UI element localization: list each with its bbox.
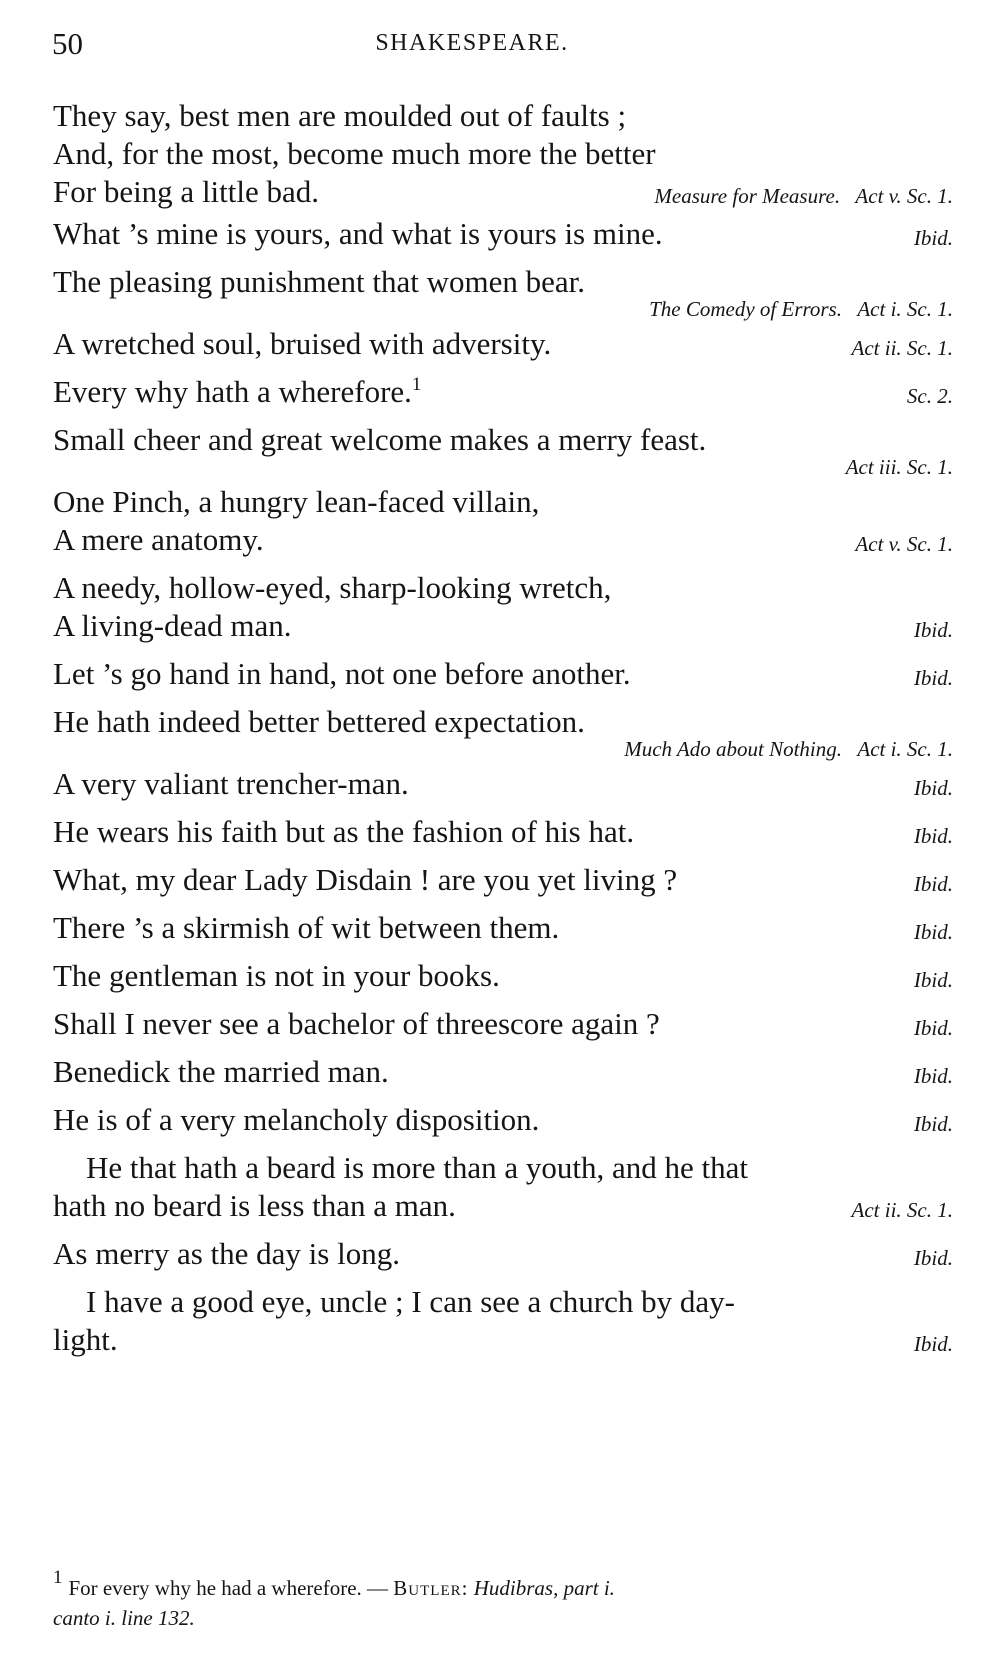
citation: Ibid. — [913, 776, 953, 800]
quotation-entry — [53, 765, 953, 803]
quote-line: What ’s mine is yours, and what is yours is mine. — [53, 216, 663, 251]
quote-line — [53, 373, 953, 411]
citation: Act ii. Sc. 1. — [851, 336, 953, 360]
citation: The Comedy of Errors. Act i. Sc. 1. — [649, 297, 953, 321]
quotation-entry — [53, 1005, 953, 1043]
footnote-text: For every why he had a wherefore. — — [68, 1576, 389, 1600]
quotation-entry — [53, 1235, 953, 1273]
quotation-entry — [53, 1101, 953, 1139]
quotation-entry — [53, 97, 953, 211]
quote-line: hath no beard is less than a man. — [53, 1188, 456, 1223]
quotation-entry — [53, 373, 953, 411]
quotation-list — [53, 97, 953, 1369]
footnote-work: Hudibras, part i. — [473, 1576, 615, 1600]
citation: Ibid. — [913, 824, 953, 848]
quote-line: The gentleman is not in your books. — [53, 958, 500, 993]
quotation-entry — [53, 813, 953, 851]
citation: Ibid. — [913, 1246, 953, 1270]
quotation-entry — [53, 909, 953, 947]
page-number: 50 — [52, 26, 83, 61]
footnote-location: canto i. line 132. — [53, 1606, 195, 1630]
quote-line: And, for the most, become much more the better — [53, 136, 656, 171]
quote-line: He that hath a beard is more than a youth, and he that — [86, 1150, 748, 1185]
quote-line: light. — [53, 1322, 118, 1357]
quote-line: There ’s a skirmish of wit between them. — [53, 910, 560, 945]
quote-line: A mere anatomy. — [53, 522, 264, 557]
citation: Ibid. — [913, 1064, 953, 1088]
quotation-entry — [53, 325, 953, 363]
quotation-entry — [53, 655, 953, 693]
quotation-entry — [53, 703, 953, 761]
citation: Much Ado about Nothing. Act i. Sc. 1. — [624, 737, 953, 761]
quote-text: Every why hath a wherefore. — [53, 374, 412, 409]
citation: Act iii. Sc. 1. — [845, 455, 953, 479]
quote-line: A wretched soul, bruised with adversity. — [53, 326, 552, 361]
citation: Ibid. — [913, 1332, 953, 1356]
quotation-entry — [53, 263, 953, 321]
citation: Measure for Measure. Act v. Sc. 1. — [654, 184, 953, 208]
quotation-entry — [53, 483, 953, 559]
quote-line: A very valiant trencher-man. — [53, 766, 409, 801]
quotation-entry — [53, 569, 953, 645]
quote-line: What, my dear Lady Disdain ! are you yet living ? — [53, 862, 678, 897]
footnote-author: Butler: — [393, 1576, 469, 1600]
quote-line: Benedick the married man. — [53, 1054, 389, 1089]
quote-line: One Pinch, a hungry lean-faced villain, — [53, 484, 540, 519]
quote-line: The pleasing punishment that women bear. — [53, 264, 586, 299]
quote-line: Let ’s go hand in hand, not one before another. — [53, 656, 631, 691]
quote-line: As merry as the day is long. — [53, 1236, 400, 1271]
quotation-entry — [53, 861, 953, 899]
quote-line: A needy, hollow-eyed, sharp-looking wretch, — [53, 570, 612, 605]
citation: Act v. Sc. 1. — [855, 532, 953, 556]
quote-line: He hath indeed better bettered expectation. — [53, 704, 585, 739]
page-header — [52, 26, 952, 66]
quotation-entry — [53, 1283, 953, 1359]
quote-line: They say, best men are moulded out of faults ; — [53, 98, 627, 133]
quote-line: Small cheer and great welcome makes a merry feast. — [53, 422, 707, 457]
quotation-entry — [53, 1149, 953, 1225]
quote-line: He is of a very melancholy disposition. — [53, 1102, 540, 1137]
quote-line: For being a little bad. — [53, 174, 320, 209]
running-head: SHAKESPEARE. — [375, 30, 569, 56]
citation: Ibid. — [913, 1016, 953, 1040]
citation: Ibid. — [913, 618, 953, 642]
citation: Ibid. — [913, 920, 953, 944]
quotation-entry — [53, 215, 953, 253]
citation: Ibid. — [913, 1112, 953, 1136]
quote-line: I have a good eye, uncle ; I can see a church by day- — [86, 1284, 735, 1319]
citation: Ibid. — [913, 872, 953, 896]
citation: Sc. 2. — [906, 384, 953, 408]
footnote-number: 1 — [53, 1567, 63, 1588]
citation: Ibid. — [913, 666, 953, 690]
citation: Ibid. — [913, 968, 953, 992]
quote-line: Shall I never see a bachelor of threescore again ? — [53, 1006, 660, 1041]
citation: Ibid. — [913, 226, 953, 250]
footnote-mark: 1 — [411, 374, 422, 395]
citation: Act ii. Sc. 1. — [851, 1198, 953, 1222]
quotation-entry — [53, 957, 953, 995]
quote-line: He wears his faith but as the fashion of his hat. — [53, 814, 635, 849]
quotation-entry — [53, 421, 953, 479]
quote-line: A living-dead man. — [53, 608, 292, 643]
quotation-entry — [53, 1053, 953, 1091]
footnote — [53, 1567, 953, 1633]
